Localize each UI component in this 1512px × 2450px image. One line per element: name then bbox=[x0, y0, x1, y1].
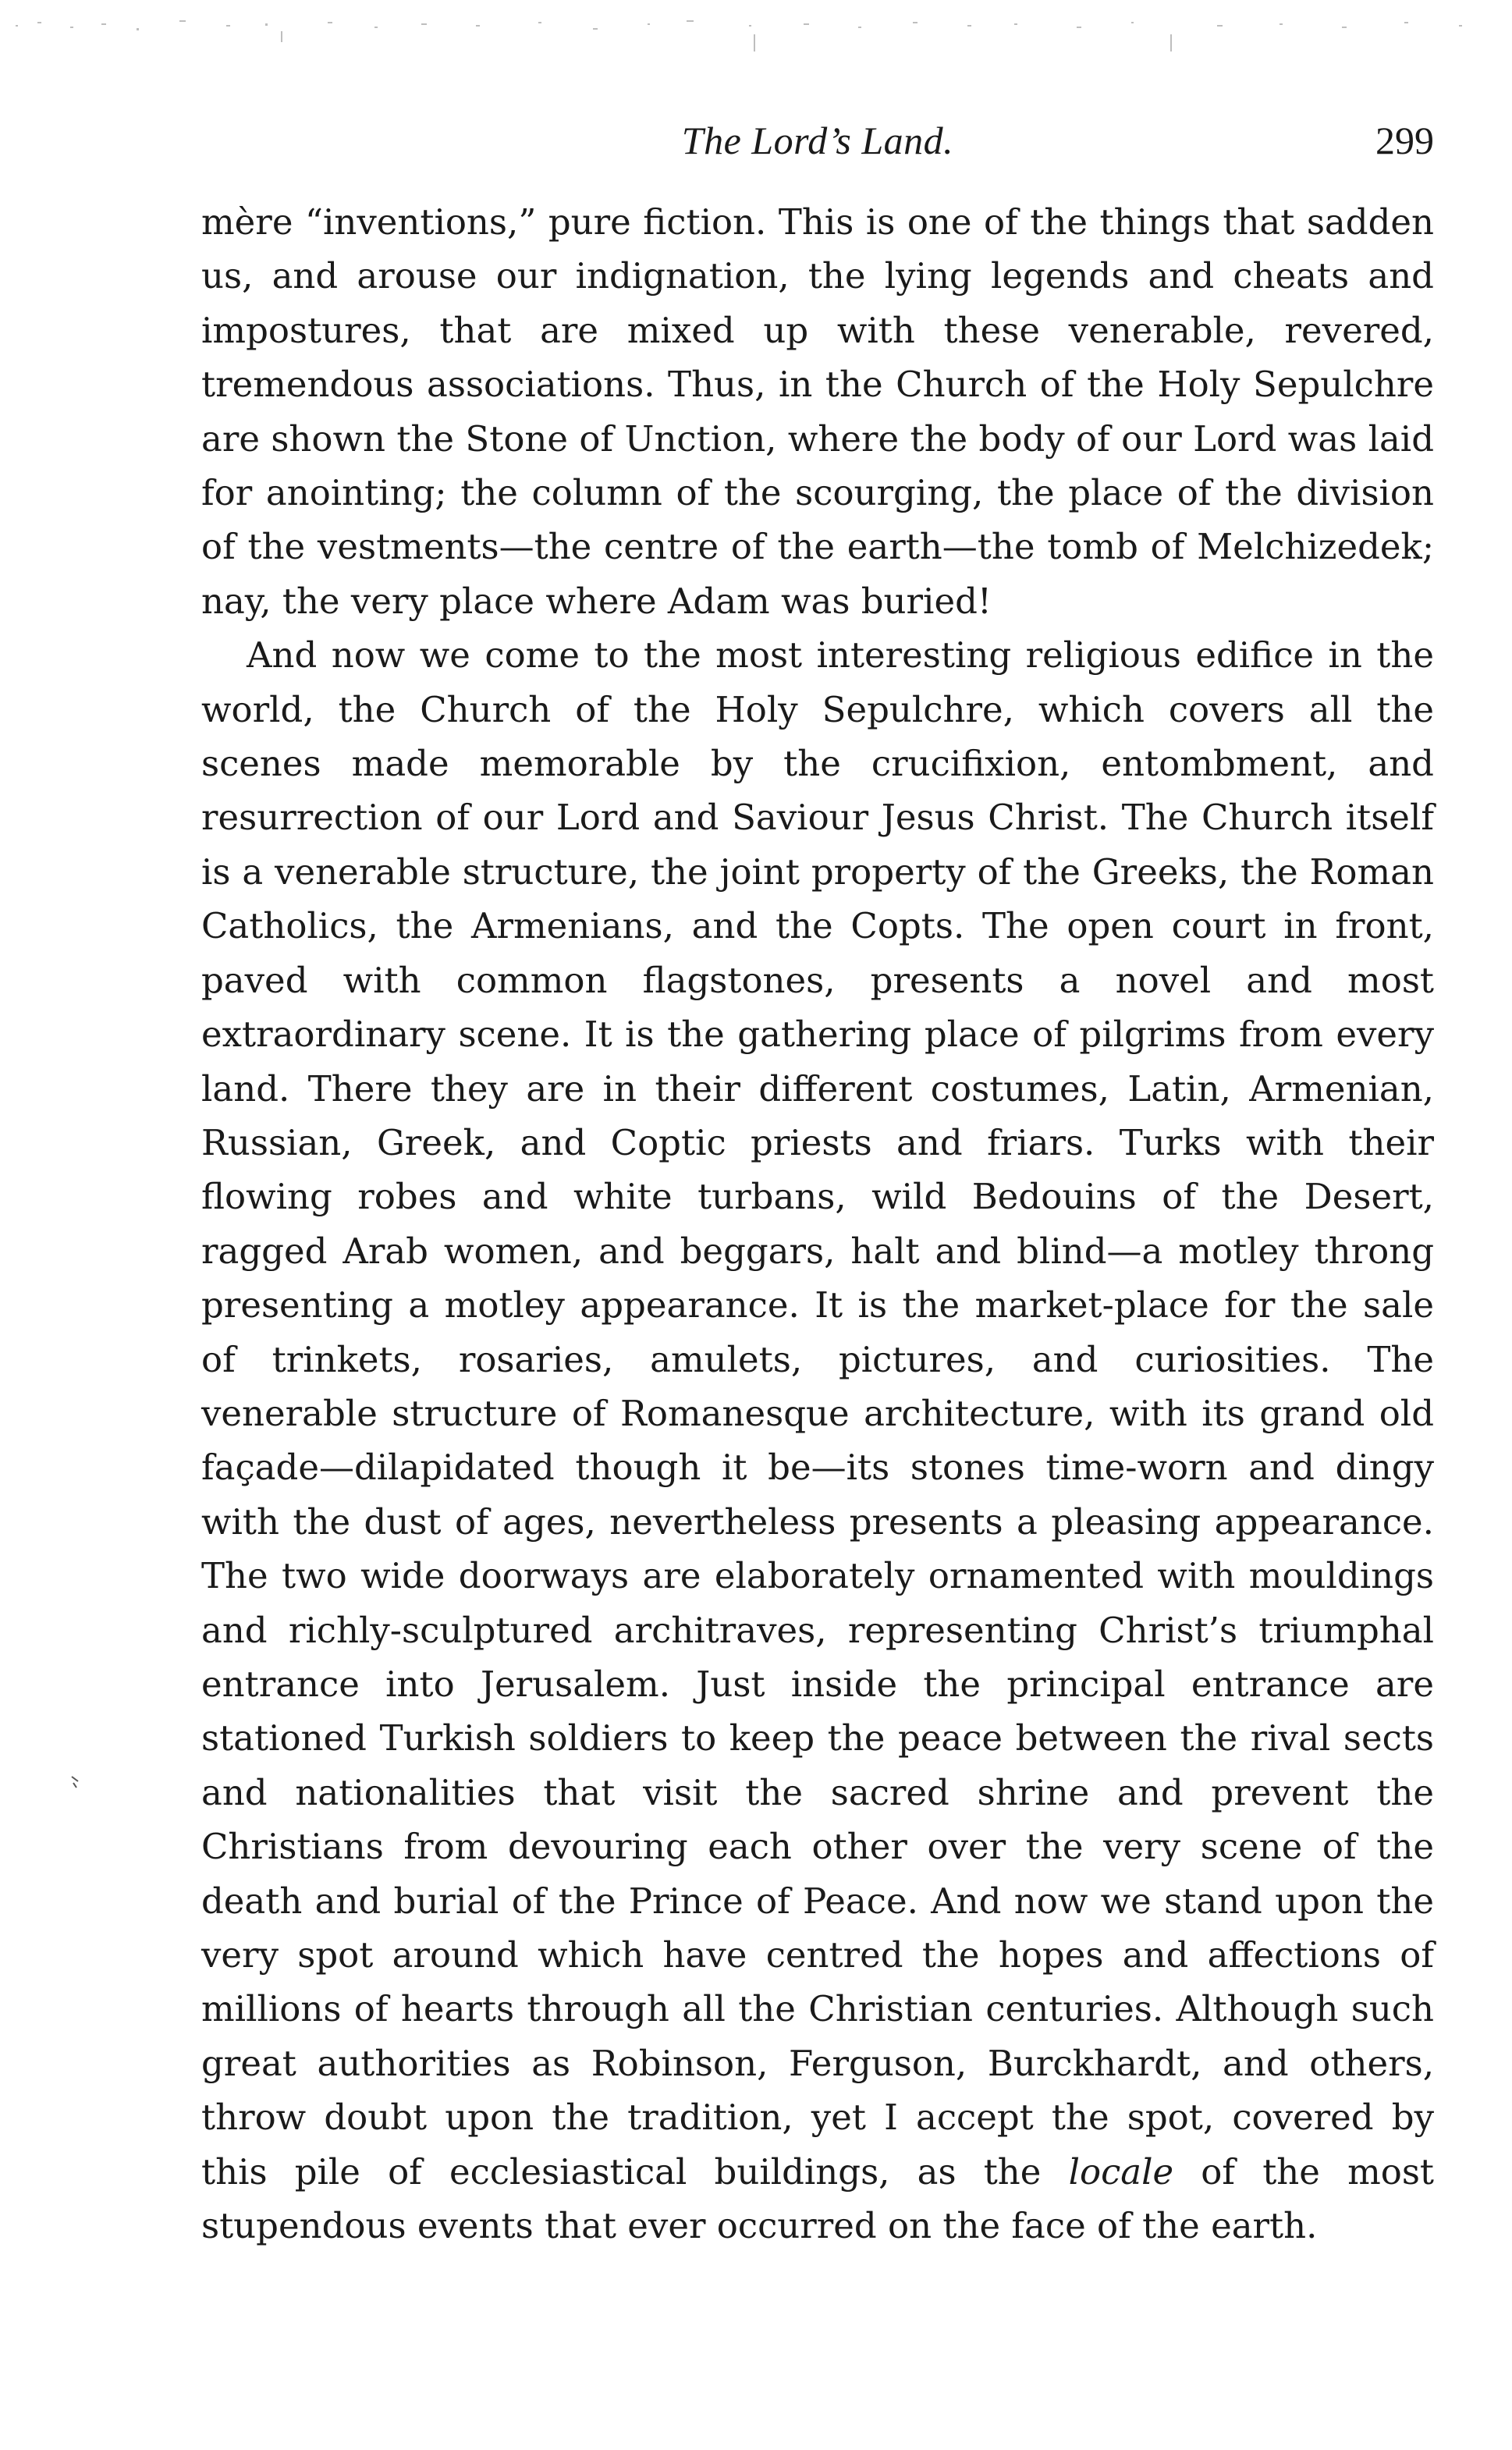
scan-noise bbox=[0, 8, 1512, 55]
paragraph-1: mère “inventions,” pure fiction. This is one of the things that sadden us, and arouse our indignation, the lying legends and cheats and impostures, that are mixed up with these venerable, revered, tremendous associations. Thus, in the Church of the Holy Sepulchre are shown the Stone of Unction, where the body of our Lord was laid for anointing; the column of the scourging, the place of the division of the vestments—the centre of the earth—the tomb of Melchizedek; nay, the very place where Adam was buried! bbox=[201, 201, 1434, 622]
paragraph-2 bbox=[201, 628, 1434, 2253]
margin-mark bbox=[70, 1775, 81, 1789]
running-title: The Lord’s Land. bbox=[681, 119, 954, 162]
paragraph-2-text: And now we come to the most interesting religious edifice in the world, the Church of the Holy Sepulchre, which covers all the scenes made memorable by the crucifixion, entombment, and resurrection of our Lord and Saviour Jesus Christ. The Church itself is a venerable structure, the joint property of the Greeks, the Roman Catholics, the Armenians, and the Copts. The open court in front, paved with common flagstones, presents a novel and most extraordinary scene. It is the gathering place of pilgrims from every land. There they are in their different costumes, Latin, Armenian, Russian, Greek, and Coptic priests and friars. Turks with their flowing robes and white turbans, wild Bedouins of the Desert, ragged Arab women, and beggars, halt and blind—a motley throng presenting a motley appearance. It is the market-place for the sale of trinkets, rosaries, amulets, pictures, and curiosities. The venerable structure of Romanesque architecture, with its grand old façade—dilapidated though it be—its stones time-worn and dingy with the dust of ages, nevertheless presents a pleasing appearance. The two wide doorways are elaborately ornamented with mouldings and richly-sculptured architraves, representing Christ’s triumphal entrance into Jerusalem. Just inside the principal entrance are stationed Turkish soldiers to keep the peace between the rival sects and nationalities that visit the sacred shrine and prevent the Christians from devouring each other over the very scene of the death and burial of the Prince of Peace. And now we stand upon the very spot around which have centred the hopes and affections of millions of hearts through all the Christian centuries. Although such great authorities as Robinson, Ferguson, Burckhardt, and others, throw doubt upon the tradition, yet I accept the spot, covered by this pile of ecclesiastical buildings, as the bbox=[201, 634, 1434, 2193]
italic-term-locale: locale bbox=[1068, 2150, 1174, 2193]
running-head bbox=[201, 113, 1434, 168]
paragraph-2-ending: of the most stupendous events that ever occurred on the face of the earth. bbox=[201, 2150, 1435, 2247]
page-number: 299 bbox=[1375, 119, 1434, 162]
body-text bbox=[201, 195, 1434, 2253]
